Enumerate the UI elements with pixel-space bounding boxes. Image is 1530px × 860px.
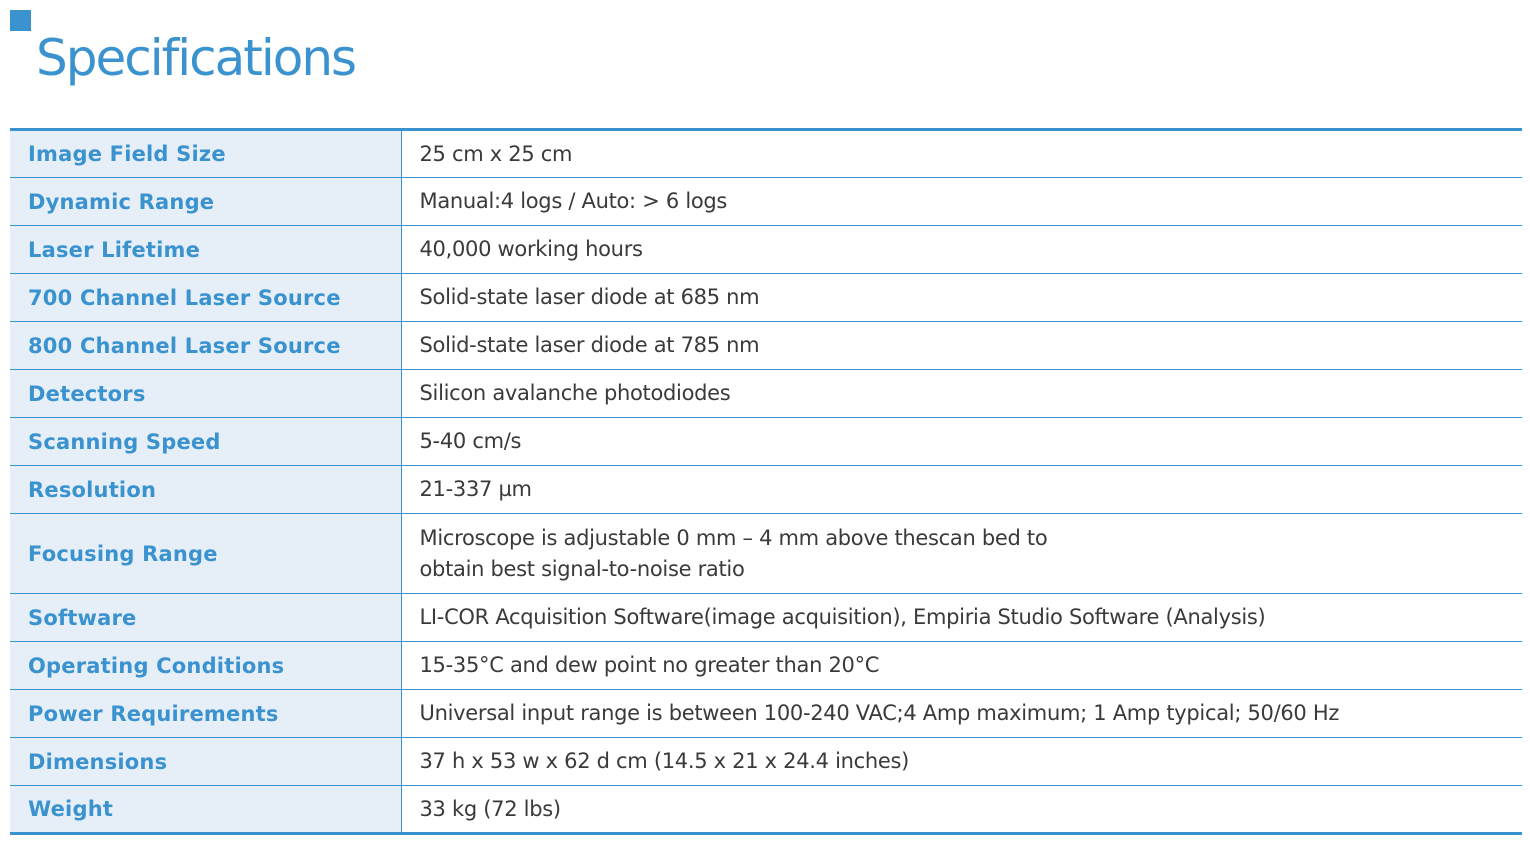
spec-value: 21-337 µm [401,466,1522,514]
spec-label: Image Field Size [10,130,401,178]
spec-value: 40,000 working hours [401,226,1522,274]
spec-label: Weight [10,786,401,834]
spec-row-dimensions [10,738,1522,786]
spec-row-700-channel-laser-source [10,274,1522,322]
spec-label: Laser Lifetime [10,226,401,274]
spec-row-operating-conditions [10,642,1522,690]
title-accent-square [10,10,31,31]
spec-value: Manual:4 logs / Auto: > 6 logs [401,178,1522,226]
spec-value: 37 h x 53 w x 62 d cm (14.5 x 21 x 24.4 inches) [401,738,1522,786]
spec-value: Solid-state laser diode at 785 nm [401,322,1522,370]
spec-label: Detectors [10,370,401,418]
spec-label: Operating Conditions [10,642,401,690]
spec-row-scanning-speed [10,418,1522,466]
spec-value-line: Microscope is adjustable 0 mm – 4 mm above thescan bed to [419,525,1048,550]
spec-label: Focusing Range [10,514,401,594]
spec-value: 15-35°C and dew point no greater than 20°C [401,642,1522,690]
spec-label: Scanning Speed [10,418,401,466]
spec-value [401,514,1522,594]
spec-value: 33 kg (72 lbs) [419,796,561,821]
spec-value: LI-COR Acquisition Software(image acquisition), Empiria Studio Software (Analysis) [401,594,1522,642]
spec-value-line: obtain best signal-to-noise ratio [419,556,745,581]
spec-row-laser-lifetime [10,226,1522,274]
spec-label: Software [10,594,401,642]
page-title: Specifications [36,29,356,87]
spec-row-weight [10,786,1522,834]
spec-value: Universal input range is between 100-240 VAC;4 Amp maximum; 1 Amp typical; 50/60 Hz [401,690,1522,738]
spec-row-power-requirements [10,690,1522,738]
spec-row-software [10,594,1522,642]
spec-label: Dynamic Range [10,178,401,226]
spec-row-800-channel-laser-source [10,322,1522,370]
spec-label: 700 Channel Laser Source [10,274,401,322]
spec-label: Power Requirements [10,690,401,738]
spec-row-image-field-size [10,130,1522,178]
spec-label: Resolution [10,466,401,514]
spec-value: 5-40 cm/s [401,418,1522,466]
spec-row-dynamic-range [10,178,1522,226]
spec-value: Silicon avalanche photodiodes [401,370,1522,418]
specifications-table [10,128,1522,835]
spec-value: 25 cm x 25 cm [401,130,1522,178]
spec-label: Dimensions [10,738,401,786]
spec-row-focusing-range [10,514,1522,594]
spec-row-resolution [10,466,1522,514]
spec-value: Solid-state laser diode at 685 nm [401,274,1522,322]
spec-row-detectors [10,370,1522,418]
spec-label: 800 Channel Laser Source [10,322,401,370]
